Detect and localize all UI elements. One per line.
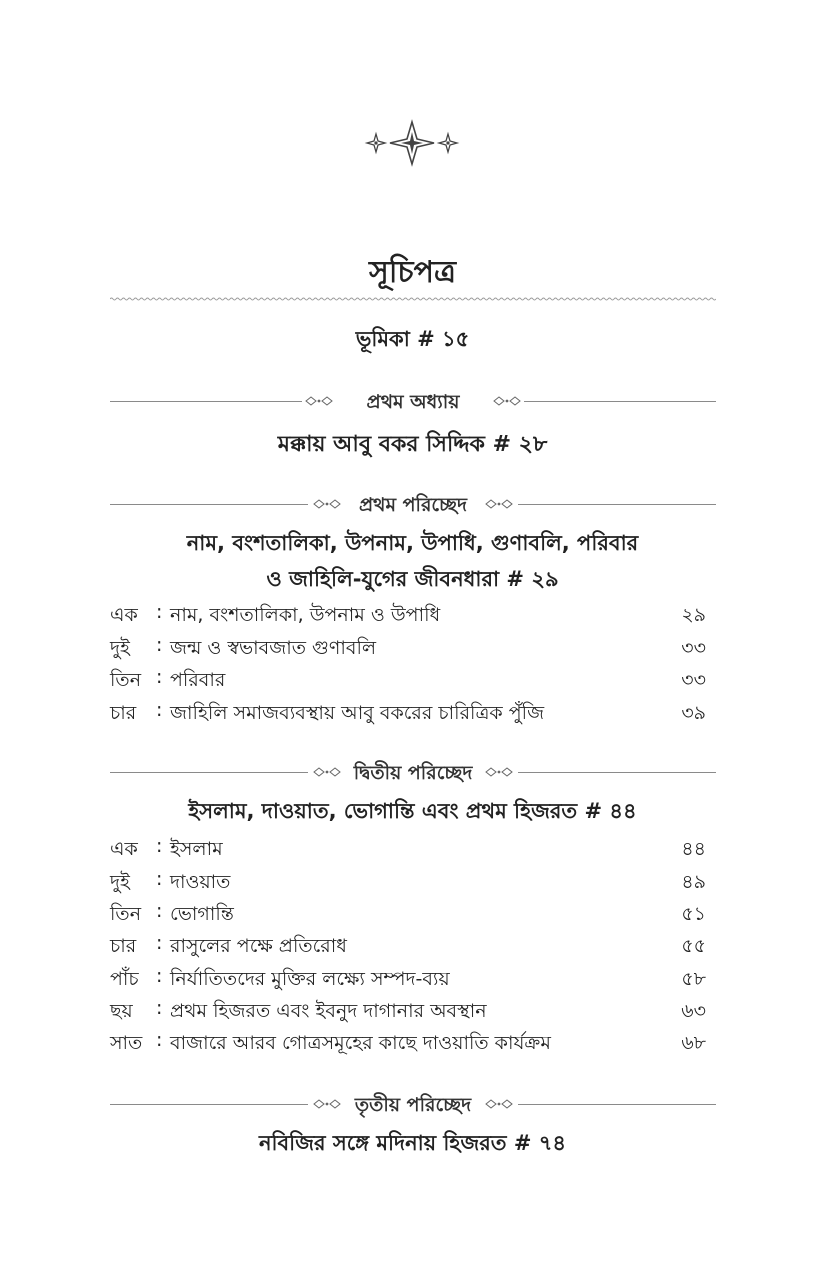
entry-page: ৫৮ xyxy=(681,968,706,990)
entry-title: দাওয়াত xyxy=(170,871,231,893)
preface-line: ভূমিকা # ১৫ xyxy=(355,327,470,351)
section-label: তৃতীয় পরিচ্ছেদ xyxy=(354,1094,472,1116)
entry-title: জাহিলি সমাজব্যবস্থায় আবু বকরের চারিত্রিক পুঁজি xyxy=(170,702,545,724)
rule-right xyxy=(518,504,716,505)
toc-entry[interactable] xyxy=(110,997,706,1025)
entry-number: তিন xyxy=(110,669,142,691)
entry-title: নাম, বংশতালিকা, উপনাম ও উপাধি xyxy=(170,604,441,626)
section-title-line: নবিজির সঙ্গে মদিনায় হিজরত # ৭৪ xyxy=(258,1131,567,1155)
entry-colon: : xyxy=(156,666,163,688)
section-label: প্রথম পরিচ্ছেদ xyxy=(358,494,468,516)
entry-number: চার xyxy=(110,702,137,724)
entry-colon: : xyxy=(156,900,163,922)
rule-right xyxy=(518,772,716,773)
entry-colon: : xyxy=(156,634,163,656)
entry-number: সাত xyxy=(110,1032,143,1054)
toc-entry[interactable] xyxy=(110,699,706,727)
toc-entry[interactable] xyxy=(110,634,706,662)
entry-page: ৬৮ xyxy=(681,1032,706,1054)
entry-title: প্রথম হিজরত এবং ইবনুদ দাগানার অবস্থান xyxy=(170,1000,487,1022)
entry-title: নির্যাতিতদের মুক্তির লক্ষ্যে সম্পদ-ব্যয় xyxy=(170,968,450,990)
entry-title: পরিবার xyxy=(170,669,226,691)
rule-right xyxy=(518,1104,716,1105)
entry-page: ৫৫ xyxy=(681,935,706,957)
entry-number: এক xyxy=(110,604,138,626)
diamond-ornament-icon xyxy=(482,495,516,513)
entry-colon: : xyxy=(156,699,163,721)
toc-entry[interactable] xyxy=(110,666,706,694)
entry-colon: : xyxy=(156,868,163,890)
diamond-ornament-icon xyxy=(490,392,524,410)
section-label: দ্বিতীয় পরিচ্ছেদ xyxy=(353,762,473,784)
wavy-divider xyxy=(110,294,716,304)
toc-entry[interactable] xyxy=(110,868,706,896)
page-title: সূচিপত্র xyxy=(369,255,456,290)
section-title-line: নাম, বংশতালিকা, উপনাম, উপাধি, গুণাবলি, পরিবার xyxy=(186,531,639,555)
entry-title: ভোগান্তি xyxy=(170,903,234,925)
entry-number: তিন xyxy=(110,903,142,925)
entry-number: এক xyxy=(110,838,138,860)
entry-page: ৪৪ xyxy=(681,838,706,860)
entry-number: চার xyxy=(110,935,137,957)
diamond-ornament-icon xyxy=(482,1095,516,1113)
section-title-line: ও জাহিলি-যুগের জীবনধারা # ২৯ xyxy=(266,567,559,591)
entry-page: ৩৩ xyxy=(681,637,706,659)
star-ornament-icon xyxy=(362,118,462,168)
toc-entry[interactable] xyxy=(110,900,706,928)
toc-entry[interactable] xyxy=(110,932,706,960)
chapter-title: মক্কায় আবু বকর সিদ্দিক # ২৮ xyxy=(277,432,548,457)
toc-entry[interactable] xyxy=(110,965,706,993)
entry-colon: : xyxy=(156,835,163,857)
toc-entry[interactable] xyxy=(110,835,706,863)
entry-number: দুই xyxy=(110,871,130,893)
entry-number: দুই xyxy=(110,637,130,659)
entry-colon: : xyxy=(156,965,163,987)
diamond-ornament-icon xyxy=(482,763,516,781)
entry-title: বাজারে আরব গোত্রসমূহের কাছে দাওয়াতি কার্যক্রম xyxy=(170,1032,551,1054)
toc-entry[interactable] xyxy=(110,1029,706,1057)
entry-page: ২৯ xyxy=(681,604,706,626)
section-heading xyxy=(110,757,716,787)
entry-title: রাসুলের পক্ষে প্রতিরোধ xyxy=(170,935,347,957)
entry-colon: : xyxy=(156,1029,163,1051)
entry-title: ইসলাম xyxy=(170,838,223,860)
entry-page: ৪৯ xyxy=(681,871,706,893)
section-title-line: ইসলাম, দাওয়াত, ভোগান্তি এবং প্রথম হিজরত # ৪৪ xyxy=(188,799,637,823)
section-heading xyxy=(110,489,716,519)
entry-title: জন্ম ও স্বভাবজাত গুণাবলি xyxy=(170,637,377,659)
entry-page: ৫১ xyxy=(681,903,706,925)
entry-colon: : xyxy=(156,601,163,623)
entry-page: ৩৩ xyxy=(681,669,706,691)
entry-page: ৩৯ xyxy=(681,702,706,724)
chapter-label: প্রথম অধ্যায় xyxy=(366,391,460,413)
entry-page: ৬৩ xyxy=(681,1000,706,1022)
entry-colon: : xyxy=(156,997,163,1019)
entry-number: পাঁচ xyxy=(110,968,139,990)
entry-number: ছয় xyxy=(110,1000,133,1022)
chapter-heading xyxy=(110,386,716,416)
entry-colon: : xyxy=(156,932,163,954)
section-heading xyxy=(110,1089,716,1119)
toc-entry[interactable] xyxy=(110,601,706,629)
rule-right xyxy=(524,401,716,402)
